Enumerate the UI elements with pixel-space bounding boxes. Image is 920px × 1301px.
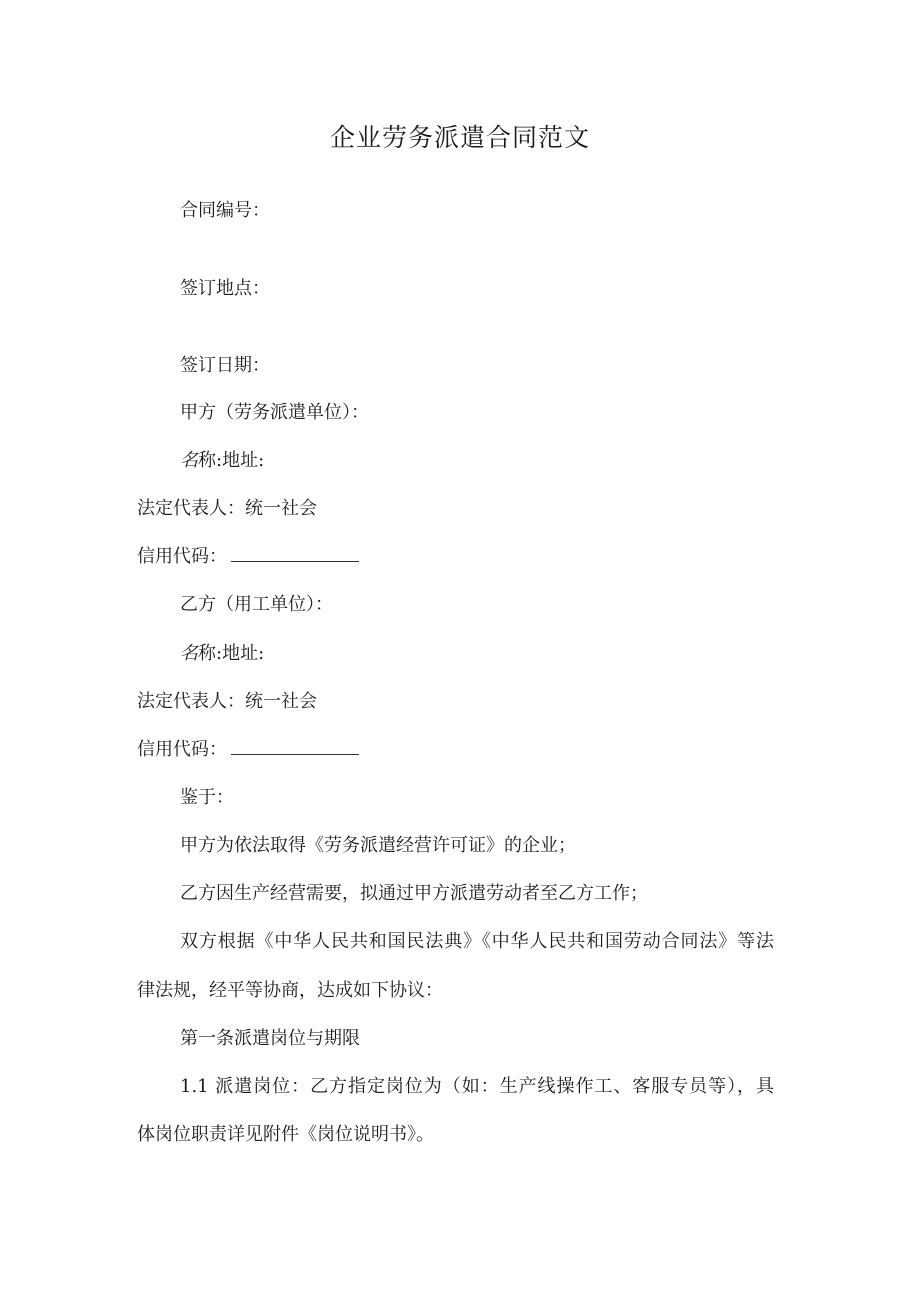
clause-1-1-line-2: 体岗位职责详见附件《岗位说明书》。 — [137, 1124, 434, 1145]
party-b-credit-code-label: 信用代码： — [137, 739, 227, 760]
party-b-name-prefix: 名 — [180, 643, 198, 664]
party-a-name-address — [180, 449, 264, 473]
party-b-credit-code — [137, 738, 359, 762]
party-a-name-prefix: 名 — [180, 450, 198, 471]
whereas-item-1: 甲方为依法取得《劳务派遣经营许可证》的企业； — [180, 835, 576, 856]
party-a-credit-code-blank — [231, 545, 359, 562]
sign-date-label: 签订日期： — [180, 355, 270, 376]
party-a-heading: 甲方（劳务派遣单位）： — [180, 402, 369, 423]
party-b-name-address — [180, 642, 264, 666]
party-a-legal-rep: 法定代表人：统一社会 — [137, 498, 317, 519]
whereas-item-2: 乙方因生产经营需要，拟通过甲方派遣劳动者至乙方工作； — [180, 883, 648, 904]
whereas-item-3-line-1: 双方根据《中华人民共和国民法典》《中华人民共和国劳动合同法》等法 — [180, 931, 774, 952]
document-title: 企业劳务派遣合同范文 — [329, 123, 590, 152]
party-a-credit-code-label: 信用代码： — [137, 546, 227, 567]
party-b-credit-code-blank — [231, 738, 359, 755]
party-b-name-rest: 称:地址: — [198, 643, 265, 664]
contract-number-label: 合同编号： — [180, 200, 270, 221]
whereas-heading: 鉴于： — [180, 787, 234, 808]
party-b-legal-rep: 法定代表人：统一社会 — [137, 691, 317, 712]
clause-1-1-line-1: 1.1 派遣岗位：乙方指定岗位为（如：生产线操作工、客服专员等），具 — [180, 1076, 774, 1097]
party-b-heading: 乙方（用工单位）： — [180, 594, 333, 615]
whereas-item-3-line-2: 律法规，经平等协商，达成如下协议： — [137, 980, 443, 1001]
party-a-credit-code — [137, 545, 359, 569]
article-1-title: 第一条派遣岗位与期限 — [180, 1028, 360, 1049]
party-a-name-rest: 称:地址: — [198, 450, 265, 471]
sign-place-label: 签订地点： — [180, 278, 270, 299]
